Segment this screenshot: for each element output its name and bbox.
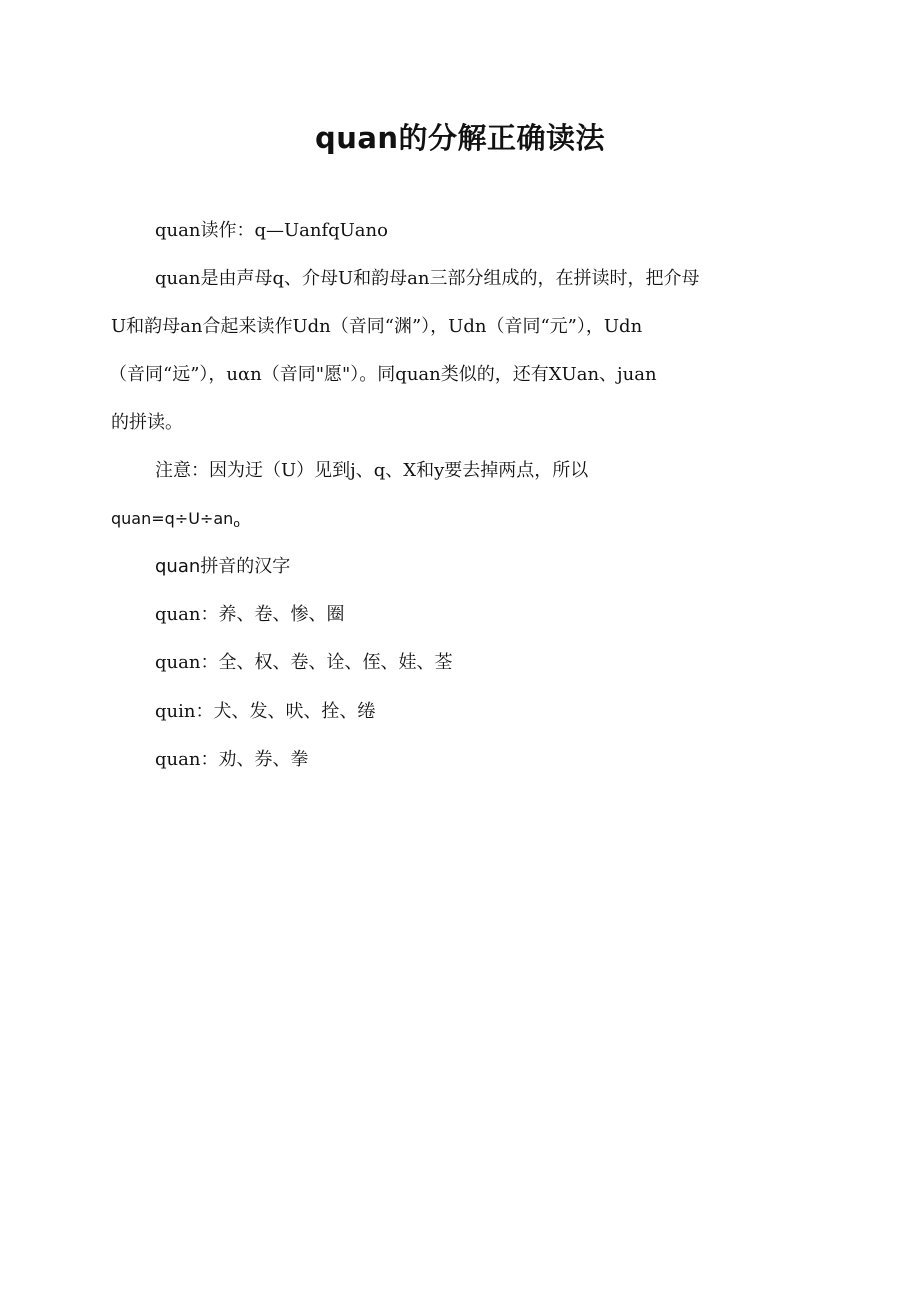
formula-line: [111, 505, 240, 538]
formula-end: o: [233, 517, 241, 530]
paragraph-line-2: U和韵母an合起来读作Udn（音同“渊”），Udn（音同“元”），Udn: [111, 316, 643, 337]
paragraph-line-1: quan是由声母q、介母U和韵母an三部分组成的，在拼读时，把介母: [155, 268, 700, 289]
note-line: 注意：因为迂（U）见到j、q、X和y要去掉两点，所以: [155, 460, 589, 481]
character-list-item: quan：养、卷、惨、圈: [155, 604, 345, 625]
character-list-item: quin：犬、发、吠、拴、绻: [155, 701, 376, 722]
character-list-item: quan：全、权、卷、诠、侄、娃、荃: [155, 652, 453, 673]
paragraph-line-3: （音同“远”），uαn（音同"愿"）。同quan类似的，还有XUan、juan: [109, 364, 657, 385]
reading-line: quan读作：q—UanfqUano: [155, 220, 388, 241]
paragraph-line-4: 的拼读。: [111, 412, 183, 433]
character-list-item: quan：劝、券、拳: [155, 749, 309, 770]
section-heading: quan拼音的汉字: [155, 556, 291, 577]
document-title: quan的分解正确读法: [314, 121, 606, 155]
formula-text: quan=q÷U÷an: [111, 509, 234, 528]
